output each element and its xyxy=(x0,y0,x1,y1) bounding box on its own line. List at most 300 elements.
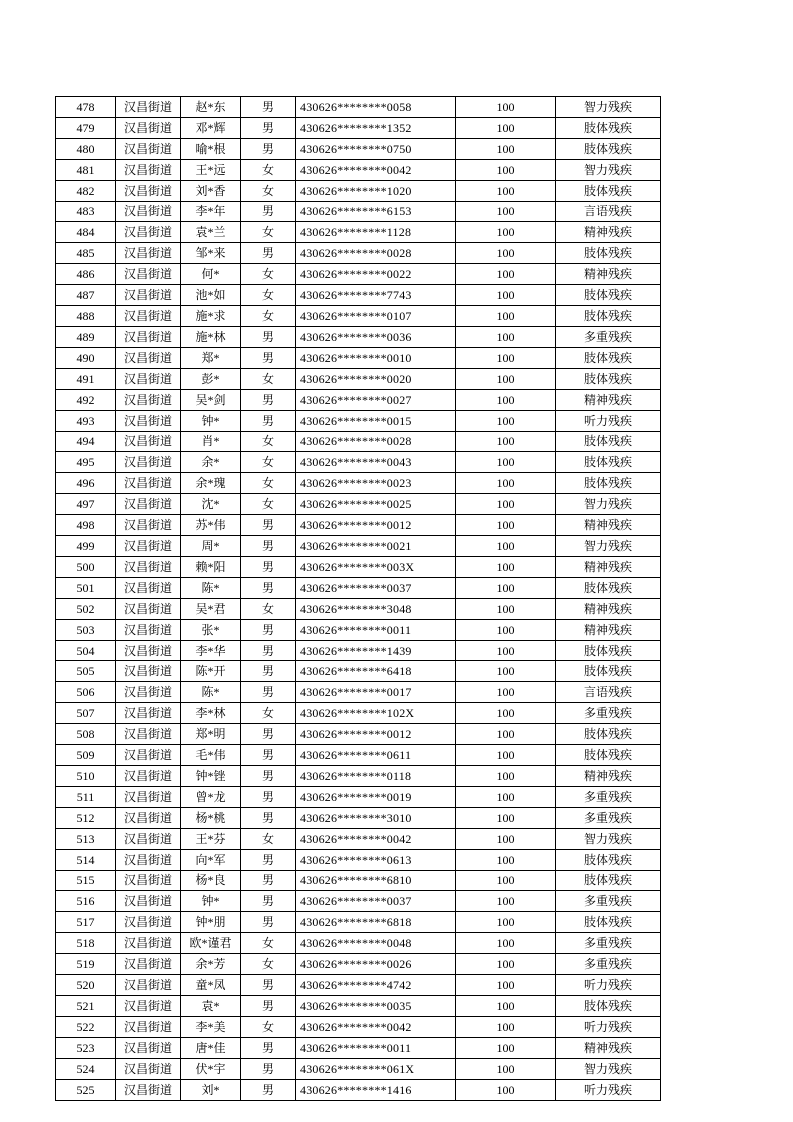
name-cell: 施*求 xyxy=(181,306,241,327)
gender-cell: 男 xyxy=(241,410,296,431)
street-cell: 汉昌街道 xyxy=(116,494,181,515)
disability-type-cell: 精神残疾 xyxy=(556,264,661,285)
name-cell: 邓*辉 xyxy=(181,117,241,138)
table-row xyxy=(56,619,661,640)
gender-cell: 男 xyxy=(241,870,296,891)
id-number-cell: 430626********1128 xyxy=(296,222,456,243)
disability-type-cell: 听力残疾 xyxy=(556,410,661,431)
amount-cell: 100 xyxy=(456,682,556,703)
id-number-cell: 430626********3010 xyxy=(296,807,456,828)
row-number-cell: 523 xyxy=(56,1037,116,1058)
id-number-cell: 430626********6418 xyxy=(296,661,456,682)
gender-cell: 女 xyxy=(241,473,296,494)
table-row xyxy=(56,556,661,577)
street-cell: 汉昌街道 xyxy=(116,598,181,619)
id-number-cell: 430626********0023 xyxy=(296,473,456,494)
gender-cell: 男 xyxy=(241,347,296,368)
name-cell: 刘*香 xyxy=(181,180,241,201)
street-cell: 汉昌街道 xyxy=(116,975,181,996)
name-cell: 李*年 xyxy=(181,201,241,222)
row-number-cell: 492 xyxy=(56,389,116,410)
amount-cell: 100 xyxy=(456,703,556,724)
gender-cell: 男 xyxy=(241,138,296,159)
street-cell: 汉昌街道 xyxy=(116,159,181,180)
id-number-cell: 430626********0107 xyxy=(296,306,456,327)
amount-cell: 100 xyxy=(456,306,556,327)
disability-type-cell: 智力残疾 xyxy=(556,494,661,515)
street-cell: 汉昌街道 xyxy=(116,912,181,933)
table-row xyxy=(56,1079,661,1100)
amount-cell: 100 xyxy=(456,138,556,159)
name-cell: 苏*伟 xyxy=(181,515,241,536)
row-number-cell: 511 xyxy=(56,786,116,807)
gender-cell: 男 xyxy=(241,891,296,912)
table-row xyxy=(56,724,661,745)
table-row xyxy=(56,870,661,891)
disability-type-cell: 精神残疾 xyxy=(556,515,661,536)
amount-cell: 100 xyxy=(456,870,556,891)
name-cell: 王*远 xyxy=(181,159,241,180)
amount-cell: 100 xyxy=(456,619,556,640)
street-cell: 汉昌街道 xyxy=(116,264,181,285)
row-number-cell: 509 xyxy=(56,745,116,766)
row-number-cell: 488 xyxy=(56,306,116,327)
disability-type-cell: 多重残疾 xyxy=(556,954,661,975)
name-cell: 肖* xyxy=(181,431,241,452)
disability-type-cell: 肢体残疾 xyxy=(556,138,661,159)
id-number-cell: 430626********0037 xyxy=(296,891,456,912)
amount-cell: 100 xyxy=(456,97,556,118)
amount-cell: 100 xyxy=(456,431,556,452)
id-number-cell: 430626********4742 xyxy=(296,975,456,996)
gender-cell: 男 xyxy=(241,515,296,536)
gender-cell: 女 xyxy=(241,180,296,201)
id-number-cell: 430626********6810 xyxy=(296,870,456,891)
disability-type-cell: 肢体残疾 xyxy=(556,849,661,870)
gender-cell: 女 xyxy=(241,933,296,954)
table-row xyxy=(56,117,661,138)
row-number-cell: 517 xyxy=(56,912,116,933)
name-cell: 杨*良 xyxy=(181,870,241,891)
table-row xyxy=(56,410,661,431)
table-row xyxy=(56,766,661,787)
id-number-cell: 430626********0026 xyxy=(296,954,456,975)
disability-type-cell: 精神残疾 xyxy=(556,766,661,787)
row-number-cell: 501 xyxy=(56,577,116,598)
id-number-cell: 430626********0011 xyxy=(296,619,456,640)
name-cell: 余*瑰 xyxy=(181,473,241,494)
name-cell: 赵*东 xyxy=(181,97,241,118)
table-row xyxy=(56,995,661,1016)
street-cell: 汉昌街道 xyxy=(116,180,181,201)
name-cell: 池*如 xyxy=(181,285,241,306)
table-row xyxy=(56,682,661,703)
gender-cell: 女 xyxy=(241,264,296,285)
id-number-cell: 430626********0010 xyxy=(296,347,456,368)
table-row xyxy=(56,807,661,828)
name-cell: 童*凤 xyxy=(181,975,241,996)
id-number-cell: 430626********6153 xyxy=(296,201,456,222)
disability-type-cell: 肢体残疾 xyxy=(556,745,661,766)
disability-type-cell: 多重残疾 xyxy=(556,703,661,724)
row-number-cell: 507 xyxy=(56,703,116,724)
id-number-cell: 430626********003X xyxy=(296,556,456,577)
table-row xyxy=(56,222,661,243)
disability-type-cell: 肢体残疾 xyxy=(556,243,661,264)
row-number-cell: 520 xyxy=(56,975,116,996)
id-number-cell: 430626********6818 xyxy=(296,912,456,933)
gender-cell: 男 xyxy=(241,1079,296,1100)
row-number-cell: 500 xyxy=(56,556,116,577)
name-cell: 杨*桃 xyxy=(181,807,241,828)
table-row xyxy=(56,452,661,473)
street-cell: 汉昌街道 xyxy=(116,828,181,849)
name-cell: 钟*锉 xyxy=(181,766,241,787)
gender-cell: 男 xyxy=(241,975,296,996)
street-cell: 汉昌街道 xyxy=(116,703,181,724)
row-number-cell: 519 xyxy=(56,954,116,975)
disability-type-cell: 言语残疾 xyxy=(556,201,661,222)
id-number-cell: 430626********3048 xyxy=(296,598,456,619)
table-row xyxy=(56,201,661,222)
name-cell: 钟* xyxy=(181,410,241,431)
row-number-cell: 489 xyxy=(56,326,116,347)
amount-cell: 100 xyxy=(456,975,556,996)
table-row xyxy=(56,954,661,975)
gender-cell: 女 xyxy=(241,159,296,180)
id-number-cell: 430626********0042 xyxy=(296,159,456,180)
name-cell: 余* xyxy=(181,452,241,473)
disability-type-cell: 肢体残疾 xyxy=(556,452,661,473)
amount-cell: 100 xyxy=(456,577,556,598)
street-cell: 汉昌街道 xyxy=(116,640,181,661)
amount-cell: 100 xyxy=(456,389,556,410)
gender-cell: 男 xyxy=(241,326,296,347)
id-number-cell: 430626********0011 xyxy=(296,1037,456,1058)
gender-cell: 男 xyxy=(241,243,296,264)
street-cell: 汉昌街道 xyxy=(116,682,181,703)
row-number-cell: 503 xyxy=(56,619,116,640)
amount-cell: 100 xyxy=(456,995,556,1016)
row-number-cell: 499 xyxy=(56,536,116,557)
name-cell: 曾*龙 xyxy=(181,786,241,807)
table-row xyxy=(56,347,661,368)
row-number-cell: 485 xyxy=(56,243,116,264)
street-cell: 汉昌街道 xyxy=(116,954,181,975)
table-row xyxy=(56,828,661,849)
gender-cell: 男 xyxy=(241,117,296,138)
disability-type-cell: 肢体残疾 xyxy=(556,473,661,494)
id-number-cell: 430626********0015 xyxy=(296,410,456,431)
name-cell: 陈*开 xyxy=(181,661,241,682)
id-number-cell: 430626********0019 xyxy=(296,786,456,807)
name-cell: 吴*剑 xyxy=(181,389,241,410)
gender-cell: 女 xyxy=(241,285,296,306)
gender-cell: 男 xyxy=(241,912,296,933)
table-row xyxy=(56,180,661,201)
row-number-cell: 518 xyxy=(56,933,116,954)
gender-cell: 男 xyxy=(241,786,296,807)
records-table xyxy=(55,96,661,1101)
name-cell: 赖*阳 xyxy=(181,556,241,577)
id-number-cell: 430626********0012 xyxy=(296,724,456,745)
gender-cell: 女 xyxy=(241,222,296,243)
amount-cell: 100 xyxy=(456,473,556,494)
disability-type-cell: 智力残疾 xyxy=(556,97,661,118)
disability-type-cell: 肢体残疾 xyxy=(556,995,661,1016)
table-row xyxy=(56,598,661,619)
row-number-cell: 512 xyxy=(56,807,116,828)
row-number-cell: 510 xyxy=(56,766,116,787)
id-number-cell: 430626********102X xyxy=(296,703,456,724)
name-cell: 毛*伟 xyxy=(181,745,241,766)
table-row xyxy=(56,473,661,494)
gender-cell: 男 xyxy=(241,995,296,1016)
amount-cell: 100 xyxy=(456,410,556,431)
gender-cell: 男 xyxy=(241,745,296,766)
gender-cell: 男 xyxy=(241,640,296,661)
amount-cell: 100 xyxy=(456,515,556,536)
amount-cell: 100 xyxy=(456,264,556,285)
name-cell: 钟* xyxy=(181,891,241,912)
street-cell: 汉昌街道 xyxy=(116,410,181,431)
row-number-cell: 494 xyxy=(56,431,116,452)
street-cell: 汉昌街道 xyxy=(116,536,181,557)
amount-cell: 100 xyxy=(456,891,556,912)
id-number-cell: 430626********0020 xyxy=(296,368,456,389)
row-number-cell: 497 xyxy=(56,494,116,515)
disability-type-cell: 精神残疾 xyxy=(556,389,661,410)
row-number-cell: 478 xyxy=(56,97,116,118)
disability-type-cell: 肢体残疾 xyxy=(556,724,661,745)
table-row xyxy=(56,285,661,306)
id-number-cell: 430626********1416 xyxy=(296,1079,456,1100)
table-row xyxy=(56,975,661,996)
amount-cell: 100 xyxy=(456,222,556,243)
disability-type-cell: 听力残疾 xyxy=(556,1079,661,1100)
amount-cell: 100 xyxy=(456,933,556,954)
row-number-cell: 508 xyxy=(56,724,116,745)
gender-cell: 女 xyxy=(241,598,296,619)
street-cell: 汉昌街道 xyxy=(116,138,181,159)
gender-cell: 女 xyxy=(241,954,296,975)
id-number-cell: 430626********0028 xyxy=(296,243,456,264)
table-row xyxy=(56,640,661,661)
id-number-cell: 430626********0022 xyxy=(296,264,456,285)
table-row xyxy=(56,326,661,347)
id-number-cell: 430626********0042 xyxy=(296,1016,456,1037)
id-number-cell: 430626********0048 xyxy=(296,933,456,954)
id-number-cell: 430626********1020 xyxy=(296,180,456,201)
disability-type-cell: 肢体残疾 xyxy=(556,661,661,682)
street-cell: 汉昌街道 xyxy=(116,766,181,787)
row-number-cell: 505 xyxy=(56,661,116,682)
amount-cell: 100 xyxy=(456,661,556,682)
disability-type-cell: 肢体残疾 xyxy=(556,180,661,201)
disability-type-cell: 肢体残疾 xyxy=(556,347,661,368)
disability-type-cell: 肢体残疾 xyxy=(556,306,661,327)
disability-type-cell: 多重残疾 xyxy=(556,891,661,912)
name-cell: 伏*宇 xyxy=(181,1058,241,1079)
amount-cell: 100 xyxy=(456,201,556,222)
gender-cell: 男 xyxy=(241,1037,296,1058)
table-row xyxy=(56,431,661,452)
name-cell: 邹*来 xyxy=(181,243,241,264)
disability-type-cell: 多重残疾 xyxy=(556,326,661,347)
street-cell: 汉昌街道 xyxy=(116,473,181,494)
table-row xyxy=(56,306,661,327)
street-cell: 汉昌街道 xyxy=(116,431,181,452)
amount-cell: 100 xyxy=(456,828,556,849)
gender-cell: 女 xyxy=(241,431,296,452)
amount-cell: 100 xyxy=(456,285,556,306)
amount-cell: 100 xyxy=(456,912,556,933)
name-cell: 钟*朋 xyxy=(181,912,241,933)
street-cell: 汉昌街道 xyxy=(116,347,181,368)
street-cell: 汉昌街道 xyxy=(116,201,181,222)
street-cell: 汉昌街道 xyxy=(116,368,181,389)
street-cell: 汉昌街道 xyxy=(116,1058,181,1079)
name-cell: 彭* xyxy=(181,368,241,389)
name-cell: 沈* xyxy=(181,494,241,515)
row-number-cell: 483 xyxy=(56,201,116,222)
table-row xyxy=(56,515,661,536)
amount-cell: 100 xyxy=(456,536,556,557)
id-number-cell: 430626********0017 xyxy=(296,682,456,703)
gender-cell: 女 xyxy=(241,306,296,327)
amount-cell: 100 xyxy=(456,556,556,577)
disability-type-cell: 言语残疾 xyxy=(556,682,661,703)
gender-cell: 男 xyxy=(241,807,296,828)
disability-type-cell: 听力残疾 xyxy=(556,975,661,996)
amount-cell: 100 xyxy=(456,180,556,201)
id-number-cell: 430626********061X xyxy=(296,1058,456,1079)
name-cell: 李*华 xyxy=(181,640,241,661)
amount-cell: 100 xyxy=(456,452,556,473)
street-cell: 汉昌街道 xyxy=(116,243,181,264)
disability-type-cell: 智力残疾 xyxy=(556,1058,661,1079)
gender-cell: 男 xyxy=(241,619,296,640)
street-cell: 汉昌街道 xyxy=(116,870,181,891)
name-cell: 王*芬 xyxy=(181,828,241,849)
gender-cell: 女 xyxy=(241,1016,296,1037)
gender-cell: 男 xyxy=(241,682,296,703)
street-cell: 汉昌街道 xyxy=(116,995,181,1016)
table-row xyxy=(56,264,661,285)
row-number-cell: 516 xyxy=(56,891,116,912)
name-cell: 陈* xyxy=(181,682,241,703)
name-cell: 刘* xyxy=(181,1079,241,1100)
row-number-cell: 493 xyxy=(56,410,116,431)
amount-cell: 100 xyxy=(456,849,556,870)
row-number-cell: 496 xyxy=(56,473,116,494)
name-cell: 余*芳 xyxy=(181,954,241,975)
amount-cell: 100 xyxy=(456,724,556,745)
row-number-cell: 506 xyxy=(56,682,116,703)
id-number-cell: 430626********0042 xyxy=(296,828,456,849)
gender-cell: 男 xyxy=(241,97,296,118)
name-cell: 欧*谨君 xyxy=(181,933,241,954)
disability-type-cell: 肢体残疾 xyxy=(556,368,661,389)
row-number-cell: 486 xyxy=(56,264,116,285)
table-row xyxy=(56,912,661,933)
table-row xyxy=(56,159,661,180)
gender-cell: 女 xyxy=(241,452,296,473)
street-cell: 汉昌街道 xyxy=(116,577,181,598)
table-row xyxy=(56,891,661,912)
id-number-cell: 430626********0036 xyxy=(296,326,456,347)
name-cell: 袁* xyxy=(181,995,241,1016)
name-cell: 袁*兰 xyxy=(181,222,241,243)
street-cell: 汉昌街道 xyxy=(116,285,181,306)
disability-type-cell: 多重残疾 xyxy=(556,786,661,807)
disability-type-cell: 精神残疾 xyxy=(556,619,661,640)
amount-cell: 100 xyxy=(456,326,556,347)
row-number-cell: 490 xyxy=(56,347,116,368)
row-number-cell: 481 xyxy=(56,159,116,180)
amount-cell: 100 xyxy=(456,640,556,661)
disability-type-cell: 肢体残疾 xyxy=(556,912,661,933)
amount-cell: 100 xyxy=(456,1016,556,1037)
name-cell: 郑*明 xyxy=(181,724,241,745)
table-row xyxy=(56,1016,661,1037)
id-number-cell: 430626********0043 xyxy=(296,452,456,473)
gender-cell: 男 xyxy=(241,661,296,682)
amount-cell: 100 xyxy=(456,494,556,515)
street-cell: 汉昌街道 xyxy=(116,807,181,828)
table-row xyxy=(56,933,661,954)
gender-cell: 女 xyxy=(241,368,296,389)
disability-type-cell: 精神残疾 xyxy=(556,222,661,243)
row-number-cell: 487 xyxy=(56,285,116,306)
street-cell: 汉昌街道 xyxy=(116,452,181,473)
name-cell: 李*美 xyxy=(181,1016,241,1037)
row-number-cell: 480 xyxy=(56,138,116,159)
gender-cell: 男 xyxy=(241,1058,296,1079)
table-row xyxy=(56,703,661,724)
id-number-cell: 430626********7743 xyxy=(296,285,456,306)
street-cell: 汉昌街道 xyxy=(116,933,181,954)
amount-cell: 100 xyxy=(456,766,556,787)
row-number-cell: 515 xyxy=(56,870,116,891)
street-cell: 汉昌街道 xyxy=(116,786,181,807)
name-cell: 陈* xyxy=(181,577,241,598)
disability-type-cell: 多重残疾 xyxy=(556,807,661,828)
row-number-cell: 482 xyxy=(56,180,116,201)
disability-type-cell: 听力残疾 xyxy=(556,1016,661,1037)
street-cell: 汉昌街道 xyxy=(116,515,181,536)
street-cell: 汉昌街道 xyxy=(116,1079,181,1100)
disability-type-cell: 精神残疾 xyxy=(556,556,661,577)
row-number-cell: 521 xyxy=(56,995,116,1016)
street-cell: 汉昌街道 xyxy=(116,661,181,682)
amount-cell: 100 xyxy=(456,368,556,389)
disability-type-cell: 肢体残疾 xyxy=(556,117,661,138)
row-number-cell: 522 xyxy=(56,1016,116,1037)
table-row xyxy=(56,1058,661,1079)
gender-cell: 女 xyxy=(241,828,296,849)
table-row xyxy=(56,577,661,598)
id-number-cell: 430626********0750 xyxy=(296,138,456,159)
gender-cell: 男 xyxy=(241,724,296,745)
id-number-cell: 430626********0025 xyxy=(296,494,456,515)
row-number-cell: 514 xyxy=(56,849,116,870)
row-number-cell: 513 xyxy=(56,828,116,849)
amount-cell: 100 xyxy=(456,1058,556,1079)
gender-cell: 男 xyxy=(241,849,296,870)
street-cell: 汉昌街道 xyxy=(116,1016,181,1037)
gender-cell: 男 xyxy=(241,577,296,598)
